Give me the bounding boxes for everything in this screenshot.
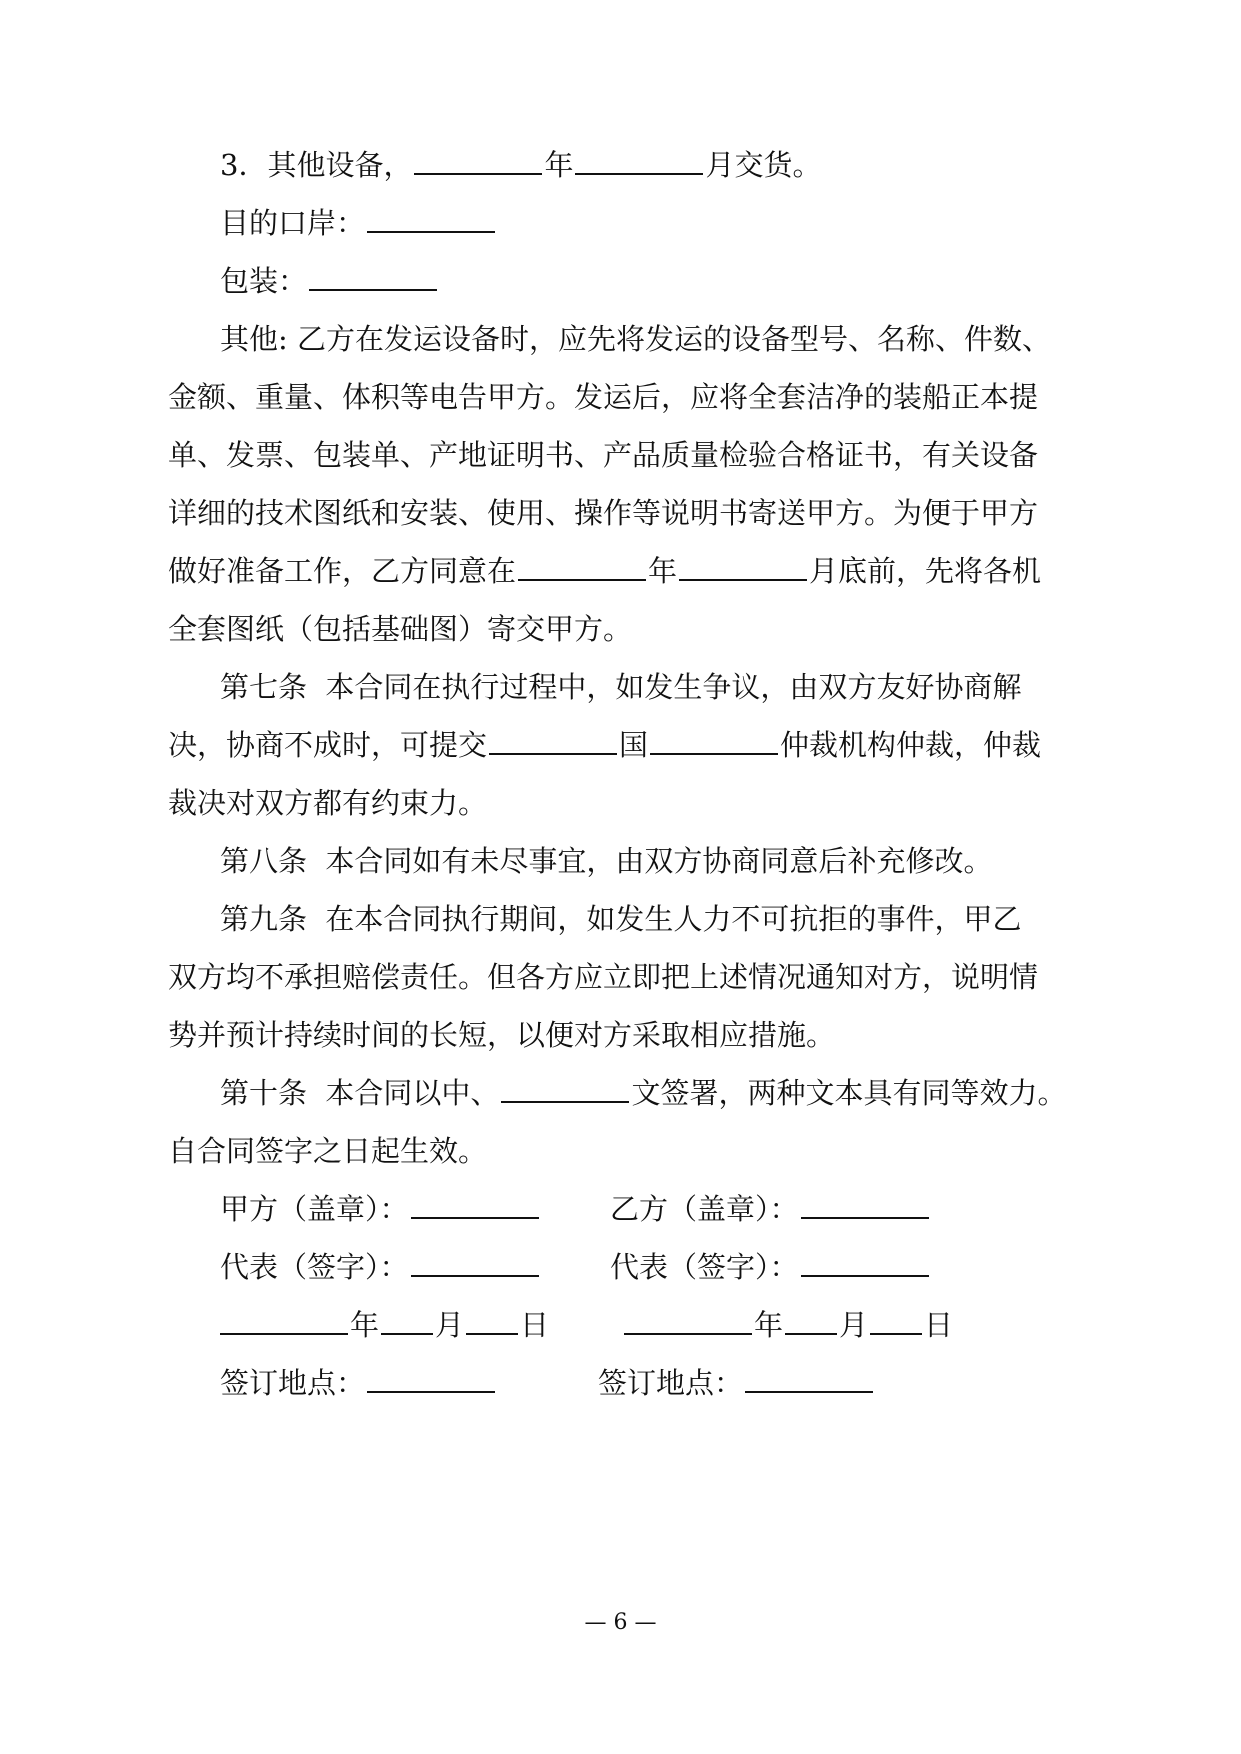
article-9-line-2: 双方均不承担赔偿责任。但各方应立即把上述情况通知对方，说明情 xyxy=(168,960,1039,994)
text: 做好准备工作，乙方同意在 xyxy=(168,554,517,588)
blank-field xyxy=(411,1247,539,1277)
party-b-seal-line xyxy=(610,1189,931,1229)
party-b-signing-place-line xyxy=(598,1363,875,1403)
blank-field xyxy=(785,1305,837,1335)
packaging-line xyxy=(220,261,439,301)
text: 签订地点： xyxy=(598,1366,744,1400)
article-10-line-1 xyxy=(220,1073,1066,1113)
blank-field xyxy=(414,145,542,175)
text: 决，协商不成时，可提交 xyxy=(168,728,488,762)
text: 甲方（盖章）： xyxy=(220,1192,409,1226)
blank-field xyxy=(518,551,646,581)
text: 年 xyxy=(754,1308,784,1342)
blank-field xyxy=(501,1073,629,1103)
party-a-date-line xyxy=(218,1305,549,1345)
blank-field xyxy=(367,203,495,233)
text: 日 xyxy=(924,1308,954,1342)
blank-field xyxy=(489,725,617,755)
text: 月交货。 xyxy=(705,148,822,182)
text: 仲裁机构仲裁，仲裁 xyxy=(780,728,1042,762)
text: 包装： xyxy=(220,264,308,298)
destination-port-line xyxy=(220,203,497,243)
party-a-representative-line xyxy=(220,1247,541,1287)
text: 乙方（盖章）： xyxy=(610,1192,799,1226)
page-number: — 6 — xyxy=(584,1610,657,1635)
article-9-line-1: 第九条 在本合同执行期间，如发生人力不可抗拒的事件，甲乙 xyxy=(220,902,1022,936)
other-paragraph-line-5 xyxy=(168,551,1041,591)
blank-field xyxy=(411,1189,539,1219)
blank-field xyxy=(624,1305,752,1335)
article-7-line-1: 第七条 本合同在执行过程中，如发生争议，由双方友好协商解 xyxy=(220,670,1022,704)
article-7-line-3: 裁决对双方都有约束力。 xyxy=(168,786,488,820)
blank-field xyxy=(870,1305,922,1335)
text: 第十条 本合同以中、 xyxy=(220,1076,500,1110)
blank-field xyxy=(309,261,437,291)
blank-field xyxy=(367,1363,495,1393)
blank-field xyxy=(745,1363,873,1393)
text: 签订地点： xyxy=(220,1366,366,1400)
text: 文签署，两种文本具有同等效力。 xyxy=(631,1076,1067,1110)
blank-field xyxy=(801,1189,929,1219)
text: 月 xyxy=(839,1308,869,1342)
party-a-signing-place-line xyxy=(220,1363,497,1403)
party-b-date-line xyxy=(622,1305,953,1345)
text: 月 xyxy=(435,1308,465,1342)
text: 年 xyxy=(544,148,574,182)
other-paragraph-line-1: 其他: 乙方在发运设备时，应先将发运的设备型号、名称、件数、 xyxy=(220,322,1051,356)
text: 年 xyxy=(648,554,678,588)
text: 国 xyxy=(619,728,649,762)
delivery-other-equipment-line xyxy=(220,145,821,185)
blank-field xyxy=(220,1305,348,1335)
text: 月底前，先将各机 xyxy=(809,554,1042,588)
text: 目的口岸： xyxy=(220,206,366,240)
article-8: 第八条 本合同如有未尽事宜，由双方协商同意后补充修改。 xyxy=(220,844,993,878)
text: 3．其他设备， xyxy=(220,148,413,182)
article-10-line-2: 自合同签字之日起生效。 xyxy=(168,1134,488,1168)
text: 代表（签字）： xyxy=(610,1250,799,1284)
article-7-line-2 xyxy=(168,725,1041,765)
blank-field xyxy=(801,1247,929,1277)
text: 日 xyxy=(520,1308,550,1342)
article-9-line-3: 势并预计持续时间的长短，以便对方采取相应措施。 xyxy=(168,1018,836,1052)
blank-field xyxy=(650,725,778,755)
text: 年 xyxy=(350,1308,380,1342)
blank-field xyxy=(466,1305,518,1335)
party-a-seal-line xyxy=(220,1189,541,1229)
blank-field xyxy=(679,551,807,581)
other-paragraph-line-3: 单、发票、包装单、产地证明书、产品质量检验合格证书，有关设备 xyxy=(168,438,1039,472)
other-paragraph-line-6: 全套图纸（包括基础图）寄交甲方。 xyxy=(168,612,633,646)
blank-field xyxy=(575,145,703,175)
text: 代表（签字）： xyxy=(220,1250,409,1284)
other-paragraph-line-4: 详细的技术图纸和安装、使用、操作等说明书寄送甲方。为便于甲方 xyxy=(168,496,1039,530)
blank-field xyxy=(381,1305,433,1335)
party-b-representative-line xyxy=(610,1247,931,1287)
other-paragraph-line-2: 金额、重量、体积等电告甲方。发运后，应将全套洁净的装船正本提 xyxy=(168,380,1039,414)
